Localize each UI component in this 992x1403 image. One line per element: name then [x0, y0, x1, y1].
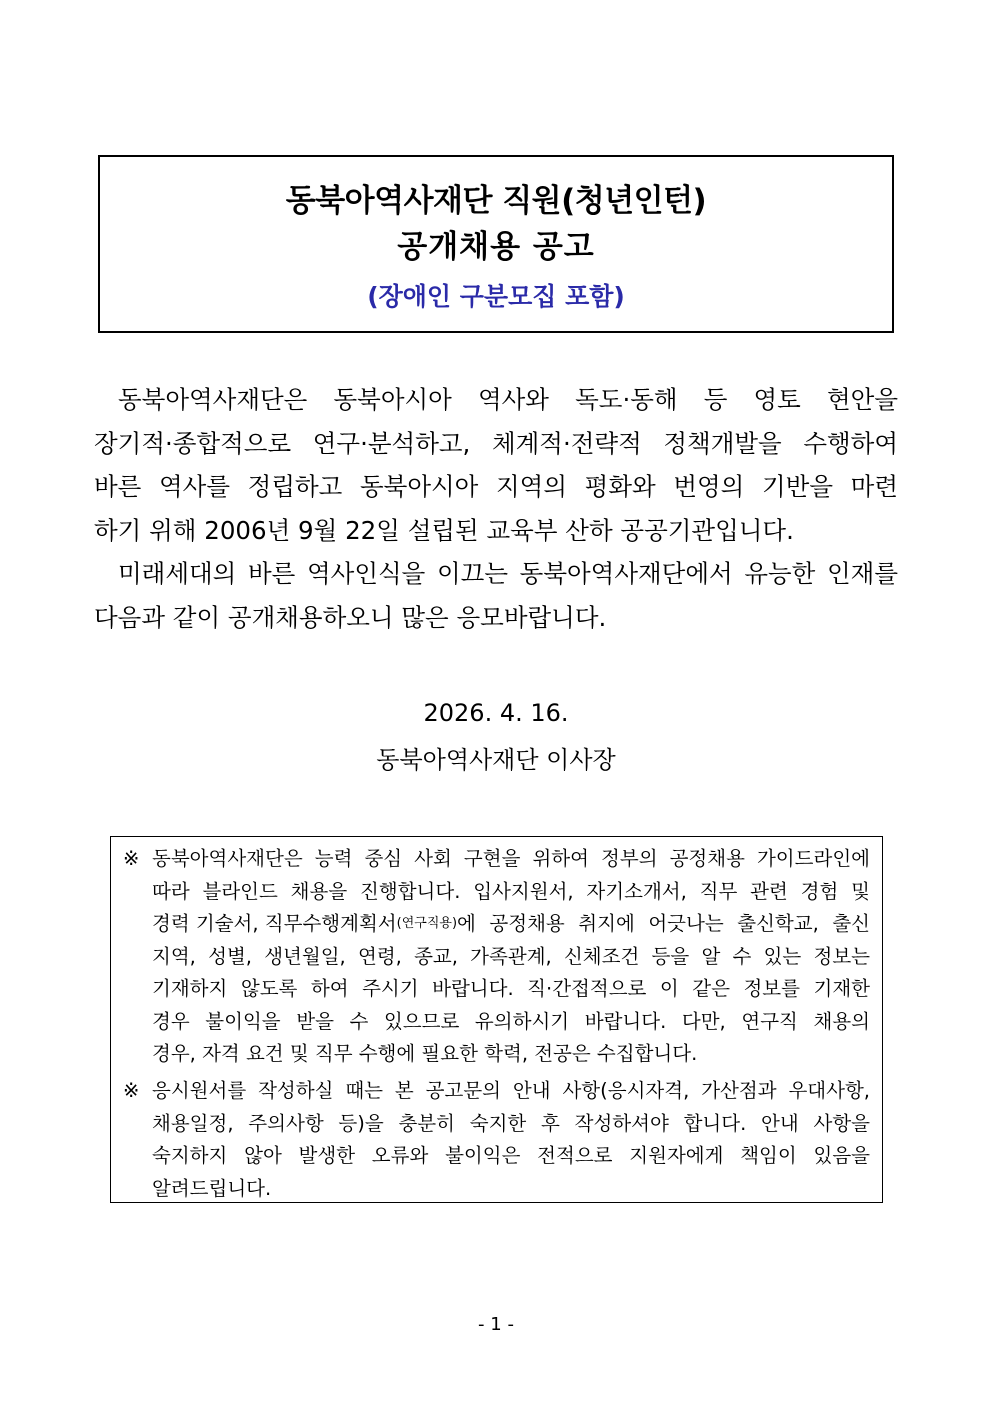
- page-number: - 1 -: [478, 1314, 514, 1335]
- notice-line-text: 에 공정채용 취지에 어긋나는 출신학교, 출신: [457, 912, 870, 935]
- notice-small-text: (연구직용): [396, 916, 458, 931]
- notice-line-text: 알려드립니다.: [152, 1176, 272, 1200]
- intro-line-content: 미래세대의 바른 역사인식을 이끄는 동북아역사재단에서 유능한 인재를: [118, 559, 898, 588]
- title-box: [98, 155, 894, 333]
- title-subtitle: (장애인 구분모집 포함): [367, 282, 625, 311]
- notice-item-1: [123, 843, 870, 1071]
- notice-line-text: 지역, 성별, 생년월일, 연령, 종교, 가족관계, 신체조건 등을 알 수 있는 정보는: [152, 944, 870, 968]
- notice-line: [152, 1038, 870, 1071]
- intro-line: [94, 465, 898, 509]
- intro-line-content: 다음과 같이 공개채용하오니 많은 응모바랍니다.: [94, 602, 607, 632]
- notice-line-text: 채용일정, 주의사항 등)을 충분히 숙지한 후 작성하셔야 합니다. 안내 사항을: [152, 1111, 870, 1135]
- notice-line-text: 응시원서를 작성하실 때는 본 공고문의 안내 사항(응시자격, 가산점과 우대사항,: [152, 1079, 870, 1102]
- intro-line: [94, 596, 898, 640]
- intro-text: [94, 378, 898, 639]
- notice-line-text: 숙지하지 않아 발생한 오류와 불이익은 전적으로 지원자에게 책임이 있음을: [152, 1144, 870, 1167]
- intro-line: [94, 378, 898, 422]
- notice-line: [152, 1108, 870, 1141]
- notice-line-text: 경력 기술서, 직무수행계획서: [152, 912, 397, 935]
- notice-line: [152, 843, 870, 876]
- notice-line-text: 경우, 자격 요건 및 직무 수행에 필요한 학력, 전공은 수집합니다.: [152, 1042, 698, 1065]
- title-line-1: 동북아역사재단 직원(청년인턴): [285, 183, 707, 219]
- notice-box: [110, 836, 883, 1203]
- notice-line: [152, 1006, 870, 1039]
- notice-line: [152, 1140, 870, 1173]
- title-line-2: 공개채용 공고: [397, 229, 595, 265]
- intro-line: [94, 509, 898, 553]
- notice-line: [152, 908, 870, 941]
- notice-line: [152, 941, 870, 974]
- intro-line-content: 하기 위해 2006년 9월 22일 설립된 교육부 산하 공공기관입니다.: [94, 515, 794, 545]
- notice-line: [152, 1173, 870, 1206]
- reference-mark-icon: ※: [123, 1079, 140, 1102]
- intro-paragraph-1: [94, 378, 898, 552]
- notice-line-text: 경우 불이익을 받을 수 있으므로 유의하시기 바랍니다. 다만, 연구직 채용의: [152, 1009, 870, 1033]
- notice-line-text: 따라 블라인드 채용을 진행합니다. 입사지원서, 자기소개서, 직무 관련 경험 및: [152, 879, 870, 903]
- notice-item-2: [123, 1075, 870, 1205]
- reference-mark-icon: ※: [123, 847, 140, 870]
- issuer-name: 동북아역사재단 이사장: [376, 746, 616, 774]
- notice-line: [152, 973, 870, 1006]
- notice-line: [152, 876, 870, 909]
- notice-line-text: 동북아역사재단은 능력 중심 사회 구현을 위하여 정부의 공정채용 가이드라인에: [152, 847, 870, 870]
- intro-line-content: 장기적·종합적으로 연구·분석하고, 체계적·전략적 정책개발을 수행하여: [94, 428, 898, 458]
- notice-line: [152, 1075, 870, 1108]
- intro-line-content: 동북아역사재단은 동북아시아 역사와 독도·동해 등 영토 현안을: [118, 385, 898, 414]
- intro-line: [94, 422, 898, 466]
- notice-line-text: 기재하지 않도록 하여 주시기 바랍니다. 직·간접적으로 이 같은 정보를 기재한: [152, 977, 870, 1000]
- intro-line: [94, 552, 898, 596]
- intro-line-text: [118, 378, 898, 422]
- intro-line-content: 바른 역사를 정립하고 동북아시아 지역의 평화와 번영의 기반을 마련: [94, 472, 898, 501]
- intro-paragraph-2: [94, 552, 898, 639]
- announcement-date: 2026. 4. 16.: [423, 699, 569, 727]
